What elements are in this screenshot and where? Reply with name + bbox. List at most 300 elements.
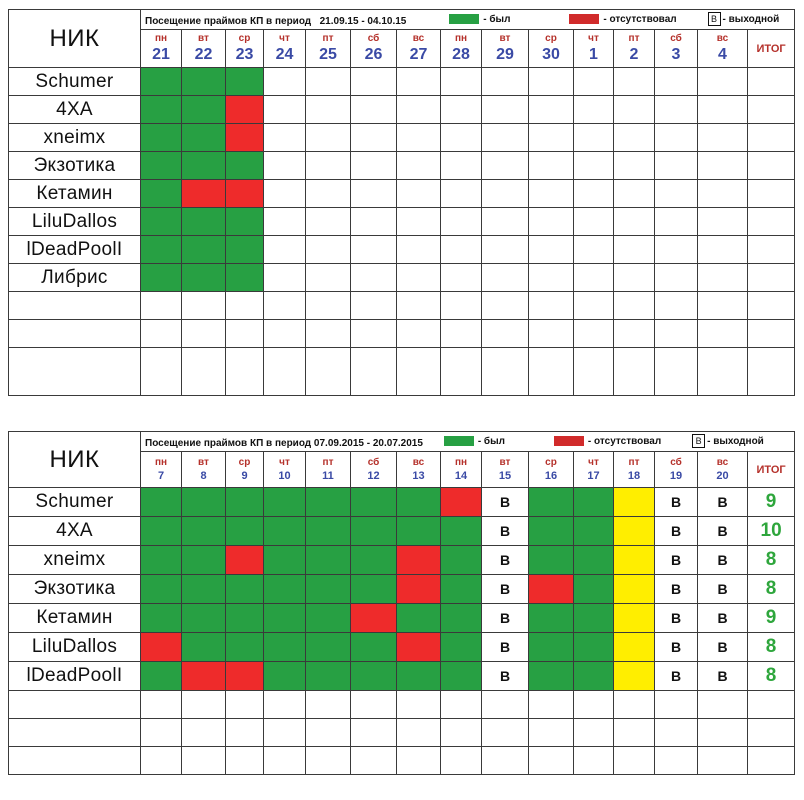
empty-cell: [351, 208, 397, 236]
empty-cell: [226, 320, 264, 348]
empty-row: [9, 320, 795, 348]
empty-cell: [748, 747, 795, 775]
empty-cell: [9, 691, 141, 719]
empty-cell: [482, 292, 529, 320]
empty-cell: [226, 292, 264, 320]
empty-cell: [698, 691, 748, 719]
empty-cell: [482, 236, 529, 264]
empty-cell: [397, 691, 441, 719]
present-cell: [306, 546, 351, 575]
absent-cell: [226, 124, 264, 152]
present-cell: [574, 662, 614, 691]
date-label: 19: [669, 469, 683, 482]
present-cell: [141, 96, 182, 124]
present-cell: [264, 662, 306, 691]
present-cell: [141, 152, 182, 180]
empty-row: [9, 691, 795, 719]
date-label: 24: [275, 46, 294, 63]
empty-cell: [226, 691, 264, 719]
empty-cell: [441, 96, 482, 124]
weekday-label: чт: [279, 33, 290, 44]
empty-row: [9, 348, 795, 396]
dayoff-cell: В: [655, 546, 698, 575]
empty-cell: [574, 264, 614, 292]
empty-cell: [574, 68, 614, 96]
player-name: xneimx: [9, 124, 141, 152]
dayoff-box: В: [692, 434, 705, 448]
total-value: 9: [748, 488, 795, 517]
empty-cell: [529, 208, 574, 236]
empty-cell: [698, 208, 748, 236]
absent-cell: [226, 180, 264, 208]
empty-cell: [182, 292, 226, 320]
date-label: 2: [629, 46, 639, 63]
empty-cell: [529, 68, 574, 96]
present-cell: [264, 546, 306, 575]
empty-cell: [397, 320, 441, 348]
empty-cell: [574, 747, 614, 775]
present-cell: [441, 604, 482, 633]
empty-cell: [226, 719, 264, 747]
empty-cell: [441, 152, 482, 180]
weekday-label: ср: [238, 456, 251, 468]
dayoff-cell: В: [655, 662, 698, 691]
empty-cell: [614, 152, 655, 180]
absent-swatch: [554, 436, 584, 446]
present-cell: [351, 546, 397, 575]
day-header: [698, 30, 748, 68]
empty-cell: [441, 68, 482, 96]
absent-swatch: [569, 14, 599, 24]
nick-header: НИК: [9, 432, 141, 488]
absent-cell: [441, 488, 482, 517]
present-cell: [397, 517, 441, 546]
present-cell: [226, 604, 264, 633]
empty-cell: [351, 264, 397, 292]
empty-cell: [397, 208, 441, 236]
empty-cell: [441, 719, 482, 747]
present-cell: [351, 633, 397, 662]
empty-cell: [264, 292, 306, 320]
day-header: [441, 452, 482, 488]
empty-cell: [306, 264, 351, 292]
day-header: [141, 452, 182, 488]
table-row: [9, 517, 795, 546]
present-cell: [141, 662, 182, 691]
empty-cell: [351, 152, 397, 180]
weekday-label: пт: [322, 456, 334, 468]
empty-cell: [141, 348, 182, 396]
present-cell: [529, 662, 574, 691]
empty-cell: [655, 68, 698, 96]
total-value: [748, 68, 795, 96]
empty-cell: [482, 208, 529, 236]
dayoff-cell: В: [482, 633, 529, 662]
date-label: 1: [589, 46, 598, 63]
player-name: Schumer: [9, 488, 141, 517]
table-row: [9, 208, 795, 236]
dayoff-cell: В: [698, 517, 748, 546]
empty-cell: [306, 152, 351, 180]
empty-cell: [698, 747, 748, 775]
present-cell: [441, 546, 482, 575]
day-header: [655, 30, 698, 68]
date-label: 9: [241, 469, 248, 482]
player-name: Экзотика: [9, 575, 141, 604]
present-cell: [574, 546, 614, 575]
dayoff-box: В: [708, 12, 721, 26]
table-row: [9, 152, 795, 180]
day-header: [182, 452, 226, 488]
empty-cell: [574, 348, 614, 396]
table-row: [9, 264, 795, 292]
dayoff-cell: В: [698, 662, 748, 691]
date-label: 20: [716, 469, 729, 482]
empty-cell: [614, 292, 655, 320]
empty-cell: [306, 320, 351, 348]
empty-cell: [698, 719, 748, 747]
table-row: [9, 124, 795, 152]
empty-cell: [655, 691, 698, 719]
empty-cell: [226, 348, 264, 396]
day-header: [141, 30, 182, 68]
present-cell: [264, 575, 306, 604]
present-cell: [351, 517, 397, 546]
legend-dayoff: - выходной: [722, 13, 780, 25]
weekday-label: вс: [716, 33, 729, 44]
empty-cell: [614, 68, 655, 96]
banner-title: Посещение праймов КП в период: [145, 15, 312, 27]
present-cell: [182, 604, 226, 633]
present-cell: [141, 488, 182, 517]
empty-cell: [614, 264, 655, 292]
empty-cell: [306, 208, 351, 236]
empty-cell: [482, 348, 529, 396]
empty-cell: [655, 236, 698, 264]
legend-present: - был: [483, 13, 511, 25]
absent-cell: [529, 575, 574, 604]
empty-cell: [614, 180, 655, 208]
date-label: 22: [194, 46, 213, 63]
empty-cell: [655, 719, 698, 747]
empty-cell: [141, 292, 182, 320]
table-row: [9, 488, 795, 517]
empty-cell: [655, 180, 698, 208]
empty-cell: [306, 747, 351, 775]
day-header: [574, 30, 614, 68]
total-value: 10: [748, 517, 795, 546]
empty-cell: [482, 68, 529, 96]
empty-cell: [306, 719, 351, 747]
empty-cell: [351, 747, 397, 775]
absent-cell: [397, 546, 441, 575]
empty-cell: [264, 180, 306, 208]
day-header: [264, 452, 306, 488]
empty-cell: [614, 348, 655, 396]
weekday-label: пн: [454, 456, 468, 468]
weekday-label: ср: [545, 456, 557, 468]
empty-cell: [141, 719, 182, 747]
empty-cell: [529, 264, 574, 292]
empty-cell: [698, 152, 748, 180]
present-cell: [226, 488, 264, 517]
date-label: 11: [322, 469, 334, 482]
empty-cell: [698, 264, 748, 292]
table-row: [9, 96, 795, 124]
weekday-label: пт: [628, 456, 640, 468]
absent-cell: [226, 662, 264, 691]
date-label: 23: [235, 46, 254, 63]
dayoff-cell: В: [698, 633, 748, 662]
empty-cell: [698, 96, 748, 124]
absent-cell: [226, 96, 264, 124]
weekday-label: пн: [454, 33, 468, 44]
empty-cell: [655, 348, 698, 396]
present-cell: [397, 604, 441, 633]
weekday-label: вт: [499, 33, 511, 44]
table-banner: [141, 10, 795, 30]
empty-cell: [482, 691, 529, 719]
empty-cell: [264, 208, 306, 236]
empty-cell: [614, 747, 655, 775]
date-label: 13: [412, 469, 425, 482]
present-cell: [574, 488, 614, 517]
weekday-label: пн: [154, 33, 168, 44]
empty-cell: [441, 264, 482, 292]
present-cell: [351, 662, 397, 691]
present-cell: [182, 208, 226, 236]
empty-cell: [655, 747, 698, 775]
present-cell: [182, 264, 226, 292]
empty-cell: [9, 719, 141, 747]
empty-cell: [698, 320, 748, 348]
empty-cell: [397, 264, 441, 292]
table-row: [9, 662, 795, 691]
empty-cell: [529, 180, 574, 208]
date-label: 21: [152, 46, 170, 63]
empty-cell: [655, 264, 698, 292]
empty-cell: [9, 292, 141, 320]
date-label: 15: [498, 469, 512, 482]
present-cell: [226, 236, 264, 264]
present-cell: [226, 517, 264, 546]
empty-cell: [614, 208, 655, 236]
player-name: Schumer: [9, 68, 141, 96]
table-row: [9, 575, 795, 604]
empty-cell: [141, 691, 182, 719]
absent-cell: [397, 633, 441, 662]
present-cell: [226, 264, 264, 292]
player-name: Кетамин: [9, 604, 141, 633]
empty-cell: [574, 236, 614, 264]
present-cell: [141, 517, 182, 546]
empty-cell: [397, 152, 441, 180]
dayoff-cell: В: [482, 662, 529, 691]
present-cell: [529, 546, 574, 575]
total-value: [748, 208, 795, 236]
player-name: LiluDallos: [9, 208, 141, 236]
player-name: lDeadPoolI: [9, 662, 141, 691]
nick-header: НИК: [9, 10, 141, 68]
present-cell: [351, 575, 397, 604]
empty-cell: [264, 264, 306, 292]
day-header: [226, 452, 264, 488]
banner-period: 21.09.15 - 04.10.15: [319, 15, 407, 27]
absent-cell: [182, 662, 226, 691]
empty-cell: [698, 180, 748, 208]
day-header: [482, 452, 529, 488]
empty-cell: [441, 208, 482, 236]
empty-cell: [574, 208, 614, 236]
empty-cell: [614, 96, 655, 124]
present-cell: [182, 575, 226, 604]
weekday-label: вс: [412, 456, 425, 468]
date-label: 3: [671, 46, 681, 63]
total-value: 8: [748, 546, 795, 575]
empty-cell: [574, 320, 614, 348]
table-row: [9, 633, 795, 662]
total-value: [748, 180, 795, 208]
total-value: [748, 236, 795, 264]
day-header: [529, 30, 574, 68]
player-name: 4XA: [9, 517, 141, 546]
dayoff-cell: В: [698, 488, 748, 517]
empty-cell: [9, 348, 141, 396]
empty-cell: [698, 68, 748, 96]
empty-cell: [574, 691, 614, 719]
empty-cell: [441, 292, 482, 320]
present-cell: [574, 604, 614, 633]
empty-cell: [306, 96, 351, 124]
player-name: xneimx: [9, 546, 141, 575]
empty-cell: [655, 208, 698, 236]
empty-cell: [748, 348, 795, 396]
weekday-label: пн: [154, 456, 168, 468]
dayoff-cell: В: [655, 604, 698, 633]
weekday-label: пт: [322, 33, 334, 44]
player-name: Либрис: [9, 264, 141, 292]
player-name: lDeadPoolI: [9, 236, 141, 264]
legend-present: - был: [477, 435, 506, 447]
empty-cell: [351, 719, 397, 747]
empty-cell: [529, 124, 574, 152]
empty-cell: [441, 348, 482, 396]
date-label: 12: [367, 469, 380, 482]
empty-cell: [574, 180, 614, 208]
date-label: 14: [454, 469, 468, 482]
day-header: [574, 452, 614, 488]
empty-cell: [482, 180, 529, 208]
present-cell: [264, 604, 306, 633]
present-cell: [141, 264, 182, 292]
weekday-label: вс: [716, 456, 729, 468]
present-cell: [141, 180, 182, 208]
empty-row: [9, 292, 795, 320]
present-cell: [264, 517, 306, 546]
total-value: 9: [748, 604, 795, 633]
date-label: 8: [200, 469, 207, 482]
empty-cell: [614, 719, 655, 747]
date-label: 27: [409, 46, 428, 63]
empty-cell: [748, 691, 795, 719]
present-cell: [226, 68, 264, 96]
empty-cell: [655, 320, 698, 348]
empty-cell: [306, 124, 351, 152]
total-value: [748, 124, 795, 152]
table-row: [9, 236, 795, 264]
dayoff-cell: В: [698, 575, 748, 604]
empty-cell: [397, 180, 441, 208]
empty-cell: [397, 292, 441, 320]
day-header: [182, 30, 226, 68]
weekday-label: пт: [628, 33, 640, 44]
empty-cell: [655, 96, 698, 124]
empty-cell: [614, 320, 655, 348]
empty-cell: [264, 691, 306, 719]
total-value: 8: [748, 633, 795, 662]
present-cell: [182, 633, 226, 662]
empty-cell: [574, 292, 614, 320]
empty-cell: [264, 68, 306, 96]
legend-absent: - отсутствовал: [587, 435, 662, 447]
day-header: [614, 452, 655, 488]
weekday-label: сб: [670, 456, 682, 468]
total-value: 8: [748, 662, 795, 691]
day-header: [397, 30, 441, 68]
empty-cell: [441, 320, 482, 348]
empty-cell: [397, 96, 441, 124]
present-cell: [264, 488, 306, 517]
dayoff-cell: В: [655, 488, 698, 517]
present-cell: [141, 236, 182, 264]
weekday-label: сб: [367, 33, 380, 44]
present-cell: [182, 517, 226, 546]
empty-cell: [748, 719, 795, 747]
day-header: [226, 30, 264, 68]
table-banner: [141, 432, 795, 452]
day-header: [614, 30, 655, 68]
dayoff-cell: В: [482, 546, 529, 575]
present-cell: [306, 517, 351, 546]
empty-cell: [482, 152, 529, 180]
highlight-cell: [614, 604, 655, 633]
total-value: [748, 264, 795, 292]
empty-cell: [9, 320, 141, 348]
present-cell: [441, 633, 482, 662]
empty-cell: [182, 320, 226, 348]
highlight-cell: [614, 517, 655, 546]
empty-cell: [141, 320, 182, 348]
present-cell: [306, 633, 351, 662]
player-name: Экзотика: [9, 152, 141, 180]
present-cell: [141, 124, 182, 152]
empty-cell: [397, 124, 441, 152]
present-cell: [306, 575, 351, 604]
player-name: 4XA: [9, 96, 141, 124]
empty-cell: [306, 292, 351, 320]
empty-cell: [264, 124, 306, 152]
weekday-label: ср: [238, 33, 251, 44]
present-cell: [182, 488, 226, 517]
banner-title: Посещение праймов КП в период 07.09.2015 - 20.07.2015: [145, 437, 423, 449]
absent-cell: [226, 546, 264, 575]
present-cell: [141, 604, 182, 633]
weekday-label: сб: [670, 33, 682, 44]
empty-cell: [182, 348, 226, 396]
weekday-label: вс: [412, 33, 425, 44]
empty-cell: [614, 124, 655, 152]
legend-dayoff: - выходной: [707, 435, 764, 447]
